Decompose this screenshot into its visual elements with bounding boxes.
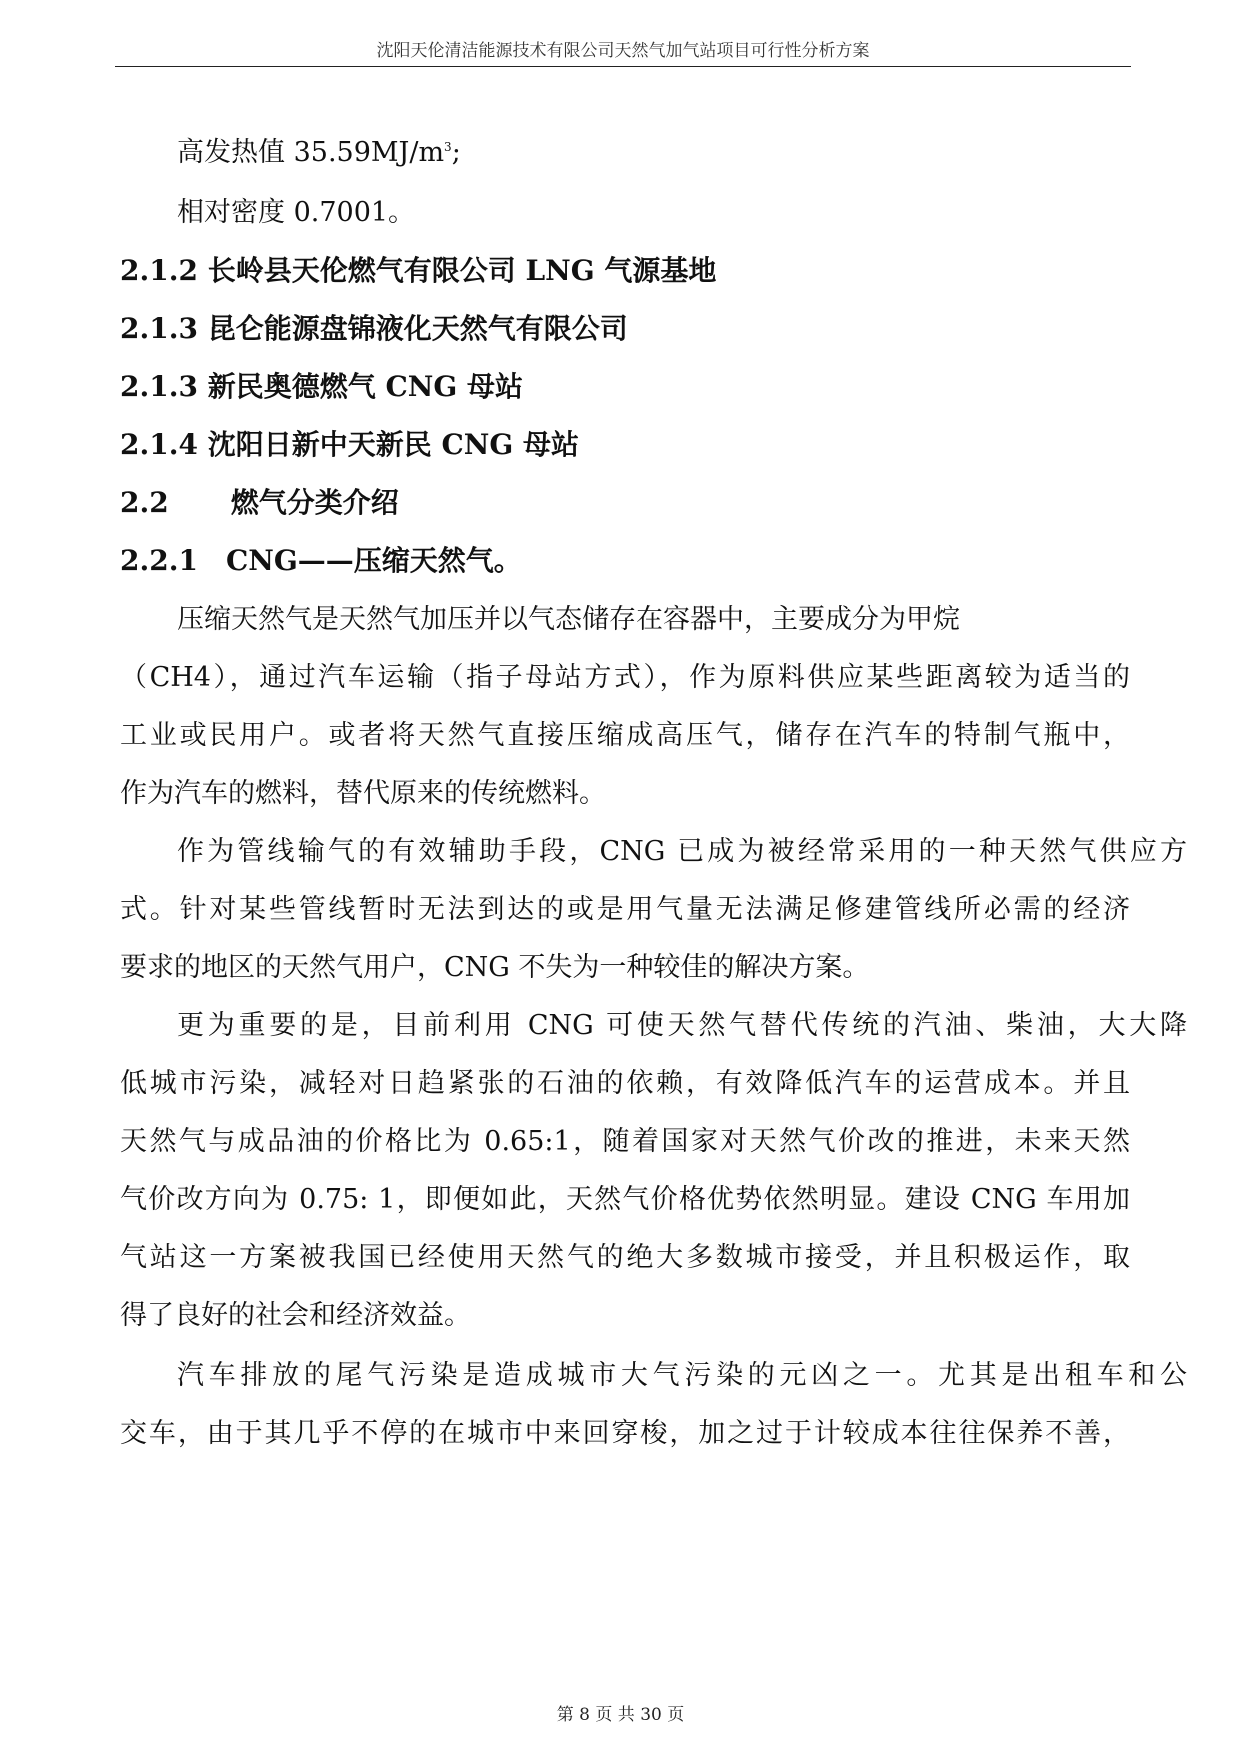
heading-2-1-2: 2.1.2 长岭县天伦燃气有限公司 LNG 气源基地: [120, 254, 717, 287]
heading-2-2-number: 2.2: [120, 486, 169, 519]
heating-value-end: ;: [451, 137, 461, 168]
heading-2-1-3-xinmin: 2.1.3 新民奥德燃气 CNG 母站: [120, 370, 523, 403]
heading-2-1-3-kunlun: 2.1.3 昆仑能源盘锦液化天然气有限公司: [120, 312, 628, 345]
density-line: 相对密度 0.7001。: [177, 197, 416, 228]
paragraph-line: 天然气与成品油的价格比为 0.65:1，随着国家对天然气价改的推进，未来天然: [120, 1126, 1130, 1157]
paragraph-line: 气价改方向为 0.75: 1，即便如此，天然气价格优势依然明显。建设 CNG 车用加: [120, 1184, 1130, 1215]
paragraph-line: 工业或民用户。或者将天然气直接压缩成高压气，储存在汽车的特制气瓶中，: [120, 720, 1130, 751]
paragraph-line: 作为汽车的燃料，替代原来的传统燃料。: [120, 778, 606, 809]
heading-2-2-1-number: 2.2.1: [120, 544, 198, 577]
paragraph-line: 得了良好的社会和经济效益。: [120, 1300, 471, 1331]
paragraph-line: 低城市污染，减轻对日趋紧张的石油的依赖，有效降低汽车的运营成本。并且: [120, 1068, 1130, 1099]
page-number: 第 8 页 共 30 页: [556, 1705, 685, 1725]
paragraph-line: 更为重要的是，目前利用 CNG 可使天然气替代传统的汽油、柴油，大大降: [177, 1010, 1187, 1041]
paragraph-line: 汽车排放的尾气污染是造成城市大气污染的元凶之一。尤其是出租车和公: [177, 1360, 1187, 1391]
heading-2-2-1-title: CNG——压缩天然气。: [225, 544, 522, 577]
paragraph-line: 气站这一方案被我国已经使用天然气的绝大多数城市接受，并且积极运作，取: [120, 1242, 1130, 1273]
heading-2-2: [120, 470, 1130, 535]
paragraph-line: 压缩天然气是天然气加压并以气态储存在容器中，主要成分为甲烷: [177, 604, 960, 635]
header-title: 沈阳天伦清洁能源技术有限公司天然气加气站项目可行性分析方案: [376, 41, 870, 61]
heating-value-line: [120, 120, 1187, 185]
paragraph-line: 式。针对某些管线暂时无法到达的或是用气量无法满足修建管线所必需的经济: [120, 894, 1130, 925]
heading-2-2-1: [120, 528, 1130, 593]
heading-2-2-title: 燃气分类介绍: [230, 486, 399, 519]
paragraph-line: 交车，由于其几乎不停的在城市中来回穿梭，加之过于计较成本往往保养不善，: [120, 1418, 1130, 1449]
paragraph-line: 作为管线输气的有效辅助手段，CNG 已成为被经常采用的一种天然气供应方: [177, 836, 1187, 867]
heating-value-text: 高发热值 35.59MJ/m: [177, 137, 445, 168]
cubic-superscript: 3: [444, 140, 452, 154]
paragraph-line: （CH4），通过汽车运输（指子母站方式），作为原料供应某些距离较为适当的: [120, 662, 1130, 693]
heading-2-1-4: 2.1.4 沈阳日新中天新民 CNG 母站: [120, 428, 579, 461]
page-footer: [0, 1700, 1241, 1725]
page-header: [115, 40, 1131, 67]
paragraph-line: 要求的地区的天然气用户，CNG 不失为一种较佳的解决方案。: [120, 952, 870, 983]
